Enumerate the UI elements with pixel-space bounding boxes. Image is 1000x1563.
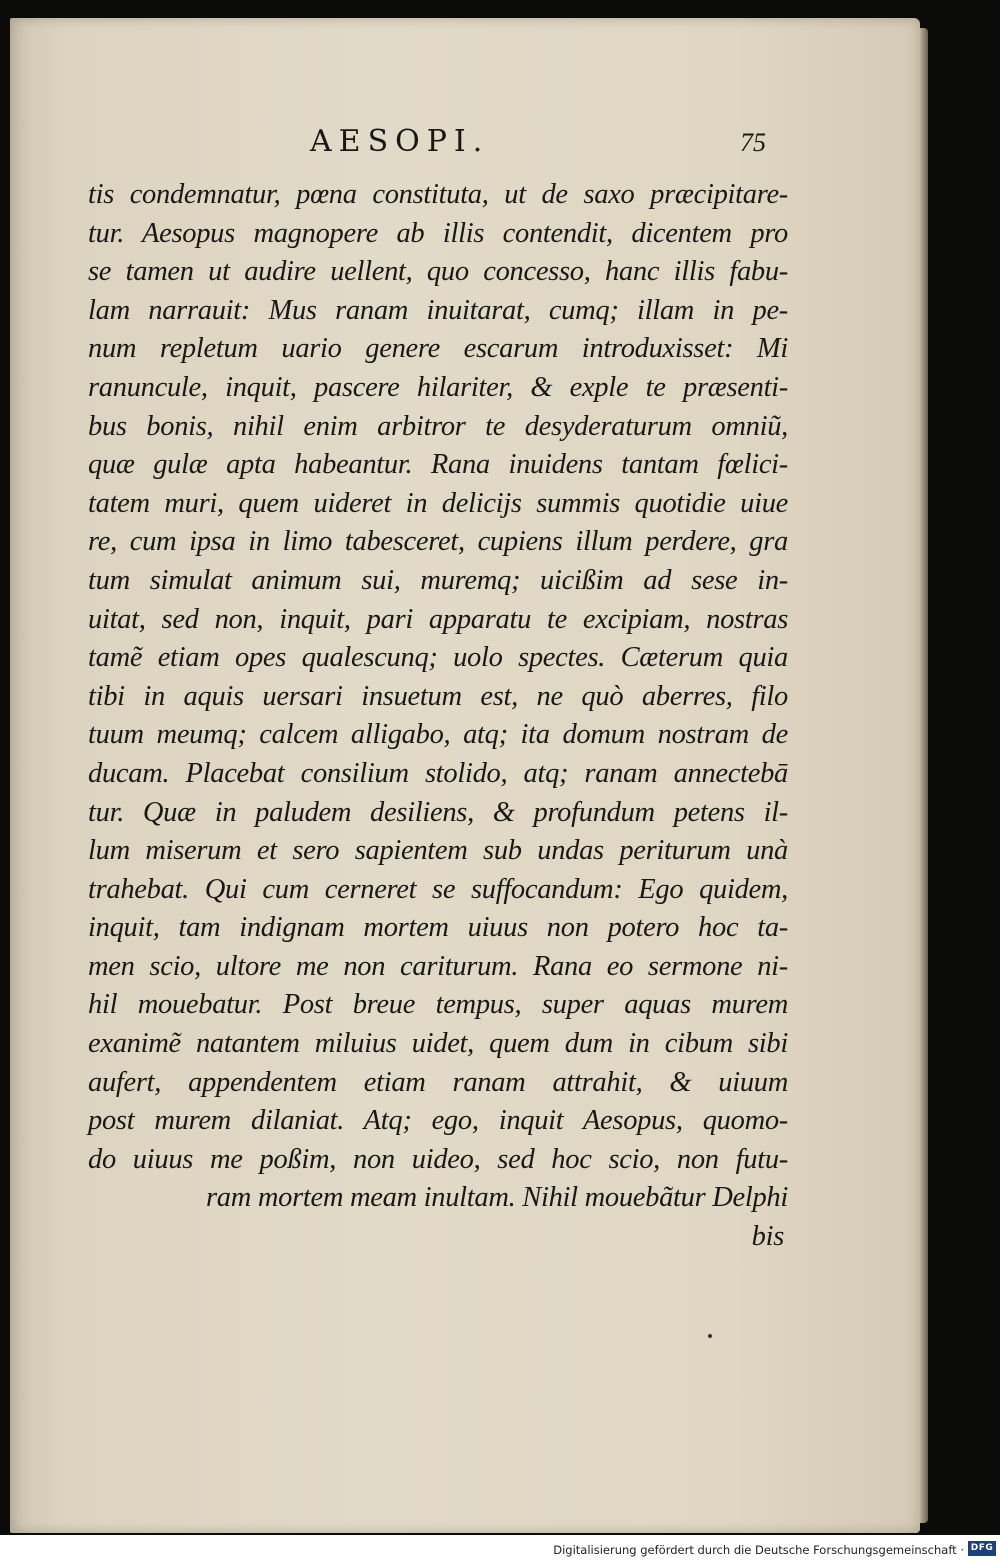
text-line: post murem dilaniat. Atq; ego, inquit Aesopus, quomo- (88, 1105, 788, 1137)
text-line: tis condemnatur, pœna constituta, ut de saxo præcipitare- (88, 179, 788, 210)
ink-speck (708, 1334, 712, 1338)
text-line: tamẽ etiam opes qualescunq; uolo spectes. Cæterum quia (88, 642, 788, 674)
text-line: tibi in aquis uersari insuetum est, ne quò aberres, filo (88, 680, 788, 712)
text-line: ram mortem meam inultam. Nihil mouebãtur Delphi (206, 1182, 788, 1214)
text-line: uitat, sed non, inquit, pari apparatu te excipiam, nostras (88, 603, 788, 635)
text-line: tatem muri, quem uideret in delicijs summis quotidie uiue (88, 487, 788, 519)
text-line: exanimẽ natantem miluius uidet, quem dum in cibum sibi (88, 1028, 788, 1060)
text-line: tur. Quæ in paludem desiliens, & profundum petens il- (88, 796, 788, 828)
footer-strip (0, 1535, 1000, 1563)
dfg-logo-icon: DFG (968, 1541, 996, 1556)
text-block (88, 176, 788, 1257)
text-line: bus bonis, nihil enim arbitror te desyderaturum omniũ, (88, 410, 788, 442)
page-number: 75 (740, 128, 766, 157)
text-line: do uiuus me poßim, non uideo, sed hoc scio, non futu- (88, 1143, 788, 1175)
digitization-credit: Digitalisierung gefördert durch die Deutsche Forschungsgemeinschaft · (553, 1543, 964, 1557)
text-line: tur. Aesopus magnopere ab illis contendit, dicentem pro (88, 217, 788, 249)
text-line: lum miserum et sero sapientem sub undas periturum unà (88, 835, 788, 867)
text-line: re, cum ipsa in limo tabesceret, cupiens illum perdere, gra (88, 526, 788, 558)
book-page (10, 18, 920, 1533)
running-head: AESOPI. (310, 124, 490, 159)
text-line: trahebat. Qui cum cerneret se suffocandum: Ego quidem, (88, 873, 788, 905)
text-line: ranuncule, inquit, pascere hilariter, & exple te præsenti- (88, 371, 788, 403)
text-line: ducam. Placebat consilium stolido, atq; ranam annectebā (88, 757, 788, 789)
page-edge (920, 28, 928, 1523)
text-line: inquit, tam indignam mortem uiuus non potero hoc ta- (88, 912, 788, 944)
text-line: num repletum uario genere escarum introduxisset: Mi (88, 333, 788, 365)
text-line: hil mouebatur. Post breue tempus, super aquas murem (88, 989, 788, 1021)
catchword: bis (751, 1221, 784, 1253)
text-line: lam narrauit: Mus ranam inuitarat, cumq; illam in pe- (88, 294, 788, 326)
text-line: se tamen ut audire uellent, quo concesso, hanc illis fabu- (88, 256, 788, 288)
text-line: tuum meumq; calcem alligabo, atq; ita domum nostram de (88, 719, 788, 751)
text-line: men scio, ultore me non cariturum. Rana eo sermone ni- (88, 950, 788, 982)
text-line: aufert, appendentem etiam ranam attrahit, & uiuum (88, 1066, 788, 1098)
text-line: tum simulat animum sui, muremq; uicißim ad sese in- (88, 564, 788, 596)
text-line: quæ gulæ apta habeantur. Rana inuidens tantam fœlici- (88, 449, 788, 481)
